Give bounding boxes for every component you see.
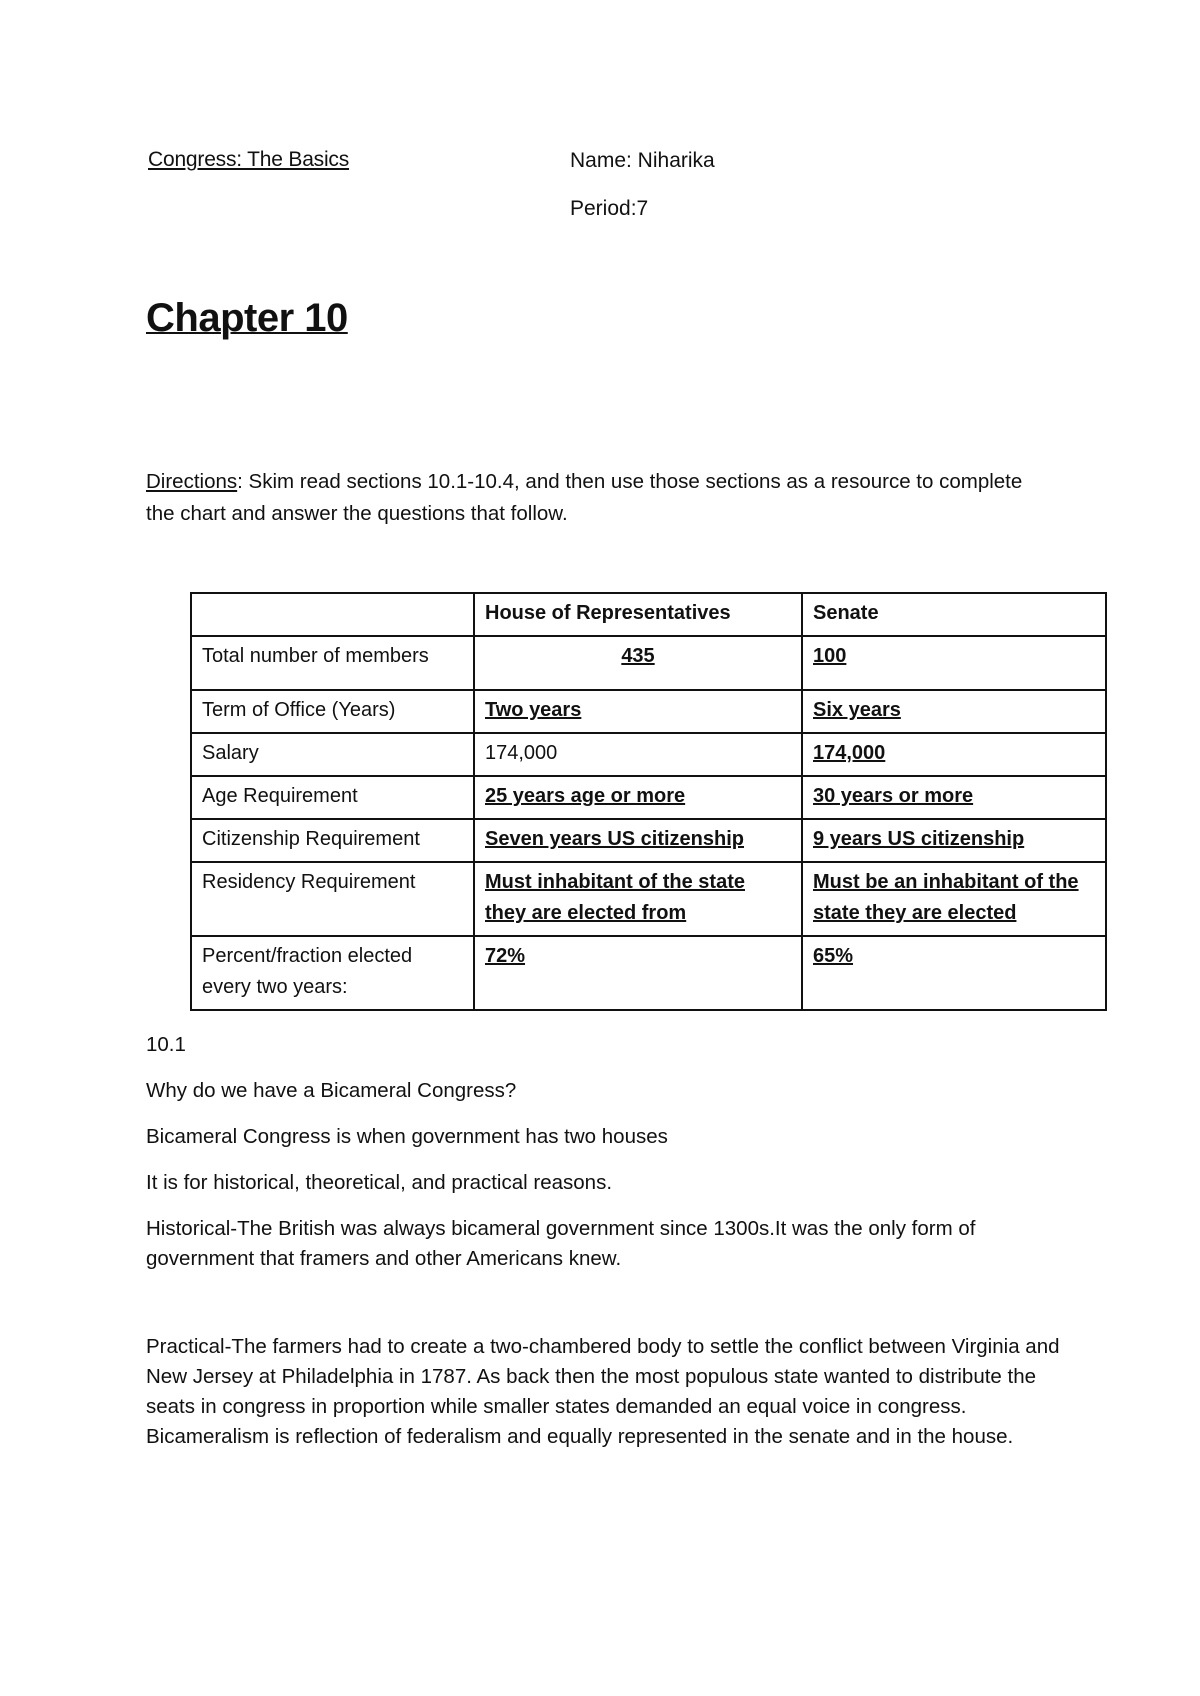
row-label: Residency Requirement [191, 862, 474, 936]
directions-paragraph [146, 466, 1046, 530]
section-body [146, 1030, 1076, 1452]
table-row [191, 636, 1106, 690]
table-header-senate: Senate [802, 593, 1106, 636]
house-value: Two years [474, 690, 802, 733]
chapter-heading: Chapter 10 [146, 296, 348, 340]
answer-paragraph: It is for historical, theoretical, and practical reasons. [146, 1171, 613, 1194]
house-value: 25 years age or more [474, 776, 802, 819]
table-row [191, 776, 1106, 819]
directions-text: : Skim read sections 10.1-10.4, and then use those sections as a resource to complete the chart and answer the questions that follow. [146, 470, 1023, 525]
house-value: 72% [474, 936, 802, 1010]
section-question: Why do we have a Bicameral Congress? [146, 1079, 517, 1102]
table-row [191, 936, 1106, 1010]
house-value: Must inhabitant of the state they are elected from [474, 862, 802, 936]
house-value: 174,000 [474, 733, 802, 776]
senate-value: Must be an inhabitant of the state they are elected [802, 862, 1106, 936]
house-value: 435 [474, 636, 802, 690]
table-row [191, 733, 1106, 776]
senate-value: 174,000 [802, 733, 1106, 776]
table-header-cell-empty [191, 593, 474, 636]
answer-paragraph-practical: Practical-The farmers had to create a two-chambered body to settle the conflict between Virginia and New Jersey at Philadelphia in 1787. As back then the most populous state wanted to distribute the seats in congress in proportion while smaller states demanded an equal voice in congress. Bicameralism is reflection of federalism and equally represented in the senate and in the house. [146, 1335, 1060, 1448]
table-header-house: House of Representatives [474, 593, 802, 636]
section-number: 10.1 [146, 1033, 186, 1056]
class-period: Period:7 [570, 197, 649, 220]
row-label: Term of Office (Years) [191, 690, 474, 733]
document-title: Congress: The Basics [148, 148, 350, 171]
table-row [191, 862, 1106, 936]
table-row [191, 690, 1106, 733]
comparison-table [190, 592, 1107, 1011]
row-label: Total number of members [191, 636, 474, 690]
table-row [191, 819, 1106, 862]
table-header-row [191, 593, 1106, 636]
senate-value: 9 years US citizenship [802, 819, 1106, 862]
senate-value: 65% [802, 936, 1106, 1010]
senate-value: 100 [802, 636, 1106, 690]
answer-paragraph-historical: Historical-The British was always bicameral government since 1300s.It was the only form of government that framers and other Americans knew. [146, 1217, 976, 1270]
row-label: Citizenship Requirement [191, 819, 474, 862]
row-label: Salary [191, 733, 474, 776]
senate-value: Six years [802, 690, 1106, 733]
directions-label: Directions [146, 470, 238, 493]
answer-paragraph: Bicameral Congress is when government has two houses [146, 1125, 668, 1148]
senate-value: 30 years or more [802, 776, 1106, 819]
row-label: Percent/fraction elected every two years: [191, 936, 474, 1010]
row-label: Age Requirement [191, 776, 474, 819]
house-value: Seven years US citizenship [474, 819, 802, 862]
student-name: Name: Niharika [570, 149, 715, 172]
